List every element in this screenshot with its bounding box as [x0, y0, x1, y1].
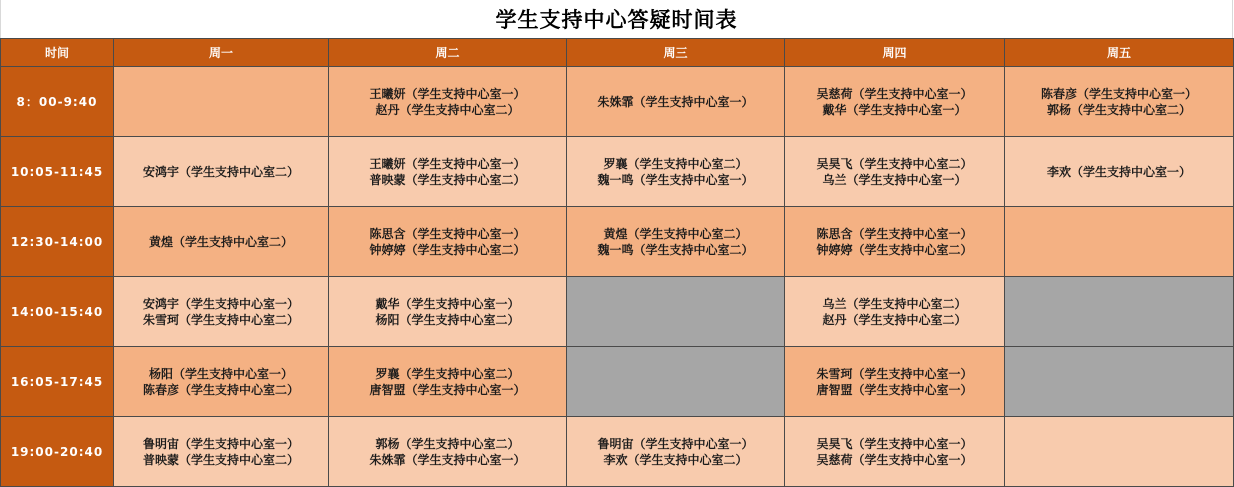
- header-row: [1, 39, 1234, 67]
- table-row: [1, 277, 1234, 347]
- time-slot-cell: 19:00-20:40: [1, 417, 114, 487]
- staff-entry: 王曦妍（学生支持中心室一）: [369, 86, 526, 101]
- staff-entry: 魏一鸣（学生支持中心室一）: [597, 172, 754, 187]
- staff-entry: 钟婷婷（学生支持中心室二）: [369, 242, 526, 257]
- cell-wednesday-unavailable: [567, 277, 785, 347]
- staff-entry: 郭杨（学生支持中心室二）: [1046, 102, 1191, 117]
- cell-friday: [1005, 417, 1234, 487]
- staff-entry: 罗襄（学生支持中心室二）: [375, 366, 520, 381]
- header-wednesday: 周三: [567, 39, 785, 67]
- header-thursday: 周四: [785, 39, 1005, 67]
- cell-monday: [114, 417, 329, 487]
- cell-thursday: [785, 207, 1005, 277]
- staff-entry: 黄煌（学生支持中心室二）: [603, 226, 748, 241]
- cell-thursday: [785, 277, 1005, 347]
- staff-entry: 唐智盟（学生支持中心室一）: [816, 382, 973, 397]
- cell-friday-unavailable: [1005, 347, 1234, 417]
- staff-entry: 吴昊飞（学生支持中心室二）: [816, 156, 973, 171]
- cell-thursday: [785, 137, 1005, 207]
- staff-entry: 郭杨（学生支持中心室二）: [375, 436, 520, 451]
- staff-entry: 魏一鸣（学生支持中心室二）: [597, 242, 754, 257]
- staff-entry: 黄煌（学生支持中心室二）: [148, 234, 293, 249]
- cell-tuesday: [329, 67, 567, 137]
- staff-entry: 乌兰（学生支持中心室一）: [822, 172, 967, 187]
- cell-tuesday: [329, 137, 567, 207]
- staff-entry: 唐智盟（学生支持中心室一）: [369, 382, 526, 397]
- cell-friday: [1005, 207, 1234, 277]
- staff-entry: 赵丹（学生支持中心室二）: [375, 102, 520, 117]
- time-slot-cell: 8：00-9:40: [1, 67, 114, 137]
- time-slot-cell: 12:30-14:00: [1, 207, 114, 277]
- cell-wednesday-unavailable: [567, 347, 785, 417]
- staff-entry: 朱雪珂（学生支持中心室一）: [816, 366, 973, 381]
- staff-entry: 杨阳（学生支持中心室一）: [148, 366, 293, 381]
- cell-tuesday: [329, 207, 567, 277]
- staff-entry: 鲁明宙（学生支持中心室一）: [142, 436, 299, 451]
- cell-tuesday: [329, 417, 567, 487]
- staff-entry: 吴慈荷（学生支持中心室一）: [816, 452, 973, 467]
- table-row: [1, 347, 1234, 417]
- staff-entry: 吴慈荷（学生支持中心室一）: [816, 86, 973, 101]
- cell-wednesday: [567, 207, 785, 277]
- cell-monday: [114, 347, 329, 417]
- table-row: [1, 417, 1234, 487]
- header-friday: 周五: [1005, 39, 1234, 67]
- staff-entry: 陈思含（学生支持中心室一）: [816, 226, 973, 241]
- cell-wednesday: [567, 417, 785, 487]
- staff-entry: 陈思含（学生支持中心室一）: [369, 226, 526, 241]
- staff-entry: 王曦妍（学生支持中心室一）: [369, 156, 526, 171]
- table-row: [1, 207, 1234, 277]
- header-tuesday: 周二: [329, 39, 567, 67]
- header-time: 时间: [1, 39, 114, 67]
- staff-entry: 朱姝霏（学生支持中心室一）: [597, 94, 754, 109]
- staff-entry: 李欢（学生支持中心室二）: [603, 452, 748, 467]
- cell-thursday: [785, 417, 1005, 487]
- staff-entry: 戴华（学生支持中心室一）: [375, 296, 520, 311]
- page-title: 学生支持中心答疑时间表: [0, 0, 1233, 38]
- table-row: [1, 67, 1234, 137]
- cell-monday: [114, 277, 329, 347]
- cell-tuesday: [329, 277, 567, 347]
- schedule-body: [1, 67, 1234, 487]
- staff-entry: 钟婷婷（学生支持中心室二）: [816, 242, 973, 257]
- staff-entry: 李欢（学生支持中心室一）: [1046, 164, 1191, 179]
- staff-entry: 乌兰（学生支持中心室二）: [822, 296, 967, 311]
- staff-entry: 朱姝霏（学生支持中心室一）: [369, 452, 526, 467]
- cell-thursday: [785, 67, 1005, 137]
- schedule-table: [0, 38, 1234, 487]
- cell-monday: [114, 207, 329, 277]
- staff-entry: 鲁明宙（学生支持中心室一）: [597, 436, 754, 451]
- staff-entry: 戴华（学生支持中心室一）: [822, 102, 967, 117]
- staff-entry: 普映蒙（学生支持中心室二）: [369, 172, 526, 187]
- cell-friday: [1005, 67, 1234, 137]
- table-row: [1, 137, 1234, 207]
- staff-entry: 朱雪珂（学生支持中心室二）: [142, 312, 299, 327]
- time-slot-cell: 16:05-17:45: [1, 347, 114, 417]
- time-slot-cell: 14:00-15:40: [1, 277, 114, 347]
- staff-entry: 陈春彦（学生支持中心室二）: [142, 382, 299, 397]
- staff-entry: 安鸿宇（学生支持中心室一）: [142, 296, 299, 311]
- staff-entry: 陈春彦（学生支持中心室一）: [1040, 86, 1197, 101]
- staff-entry: 赵丹（学生支持中心室二）: [822, 312, 967, 327]
- cell-wednesday: [567, 67, 785, 137]
- cell-wednesday: [567, 137, 785, 207]
- cell-friday-unavailable: [1005, 277, 1234, 347]
- staff-entry: 罗襄（学生支持中心室二）: [603, 156, 748, 171]
- cell-thursday: [785, 347, 1005, 417]
- time-slot-cell: 10:05-11:45: [1, 137, 114, 207]
- staff-entry: 杨阳（学生支持中心室二）: [375, 312, 520, 327]
- cell-monday: [114, 137, 329, 207]
- cell-monday: [114, 67, 329, 137]
- staff-entry: 普映蒙（学生支持中心室二）: [142, 452, 299, 467]
- header-monday: 周一: [114, 39, 329, 67]
- staff-entry: 吴昊飞（学生支持中心室一）: [816, 436, 973, 451]
- staff-entry: 安鸿宇（学生支持中心室二）: [142, 164, 299, 179]
- cell-friday: [1005, 137, 1234, 207]
- cell-tuesday: [329, 347, 567, 417]
